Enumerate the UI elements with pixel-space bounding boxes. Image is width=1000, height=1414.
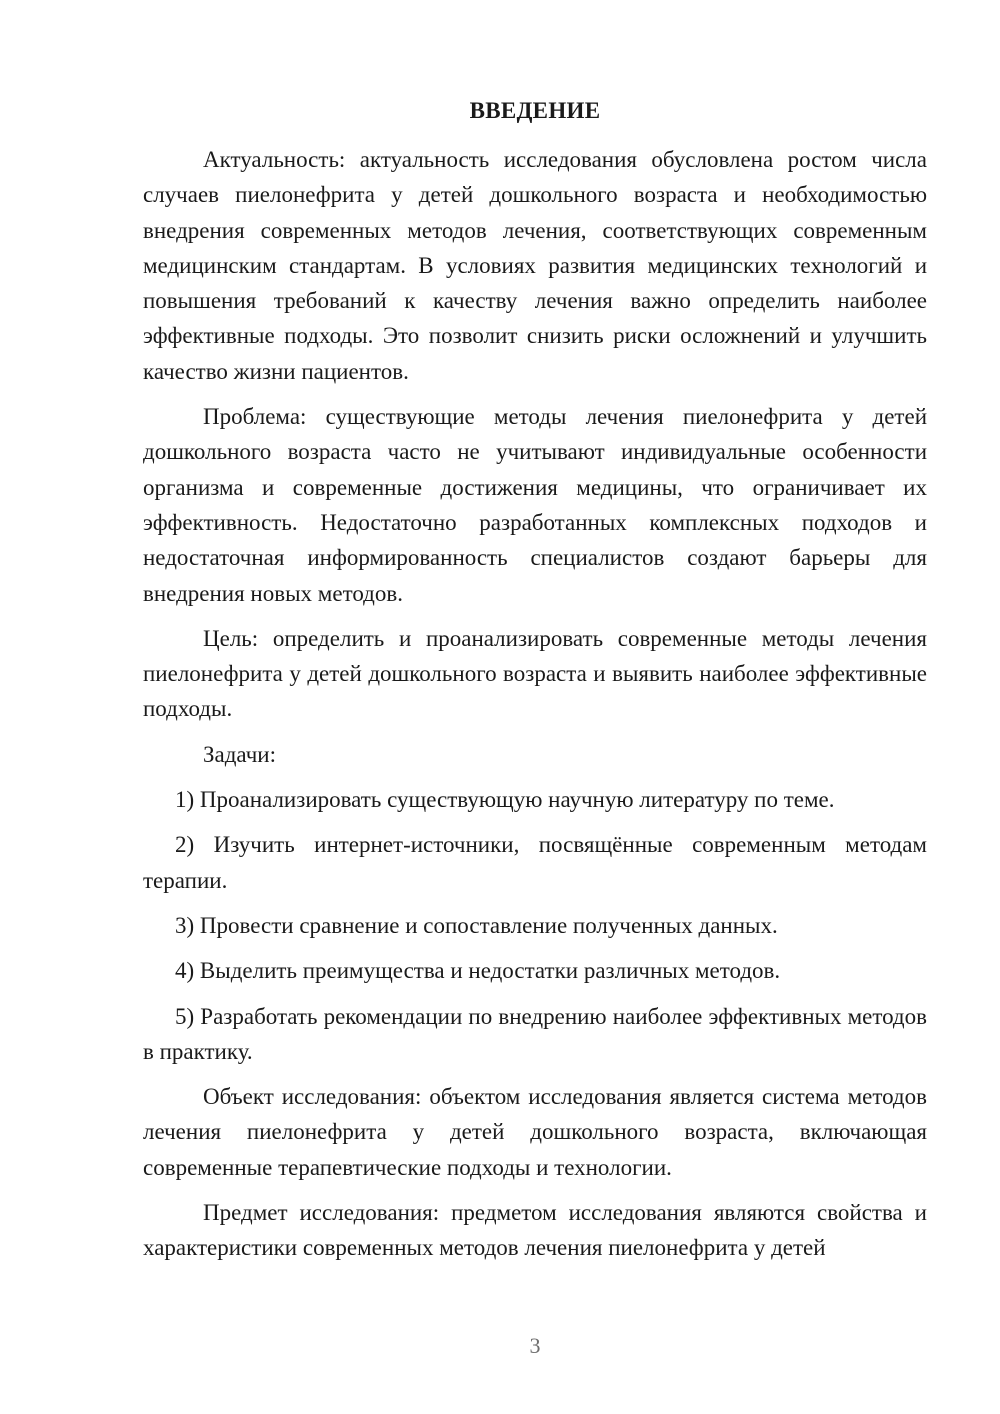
object-paragraph: Объект исследования: объектом исследования является система методов лечения пиелонефрита у детей дошкольного возраста, включающая современные терапевтические подходы и технологии.: [143, 1084, 927, 1180]
tasks-label: Задачи:: [203, 741, 276, 767]
task-item-1: 1) Проанализировать существующую научную литературу по теме.: [175, 787, 835, 813]
relevance-paragraph: Актуальность: актуальность исследования обусловлена ростом числа случаев пиелонефрита у детей дошкольного возраста и необходимостью внедрения современных методов лечения, соответствующих современным медицинским стандартам. В условиях развития медицинских технологий и повышения требований к качеству лечения важно определить наиболее эффективные подходы. Это позволит снизить риски осложнений и улучшить качество жизни пациентов.: [143, 147, 927, 384]
section-heading: ВВЕДЕНИЕ: [469, 98, 601, 123]
task-item-3: 3) Провести сравнение и сопоставление полученных данных.: [175, 912, 778, 938]
task-item-5: 5) Разработать рекомендации по внедрению наиболее эффективных методов в практику.: [143, 1003, 927, 1064]
task-item-2: 2) Изучить интернет-источники, посвящённые современным методам терапии.: [143, 832, 927, 893]
page-number: 3: [529, 1333, 541, 1358]
task-item-4: 4) Выделить преимущества и недостатки различных методов.: [175, 958, 781, 984]
page-content: [143, 96, 927, 1266]
subject-paragraph: Предмет исследования: предметом исследования являются свойства и характеристики современных методов лечения пиелонефрита у детей: [143, 1200, 927, 1261]
goal-paragraph: Цель: определить и проанализировать современные методы лечения пиелонефрита у детей дошкольного возраста и выявить наиболее эффективные подходы.: [143, 625, 927, 722]
problem-paragraph: Проблема: существующие методы лечения пиелонефрита у детей дошкольного возраста часто не учитывают индивидуальные особенности организма и современные достижения медицины, что ограничивает их эффективность. Недостаточно разработанных комплексных подходов и недостаточная информированность специалистов создают барьеры для внедрения новых методов.: [143, 404, 927, 606]
